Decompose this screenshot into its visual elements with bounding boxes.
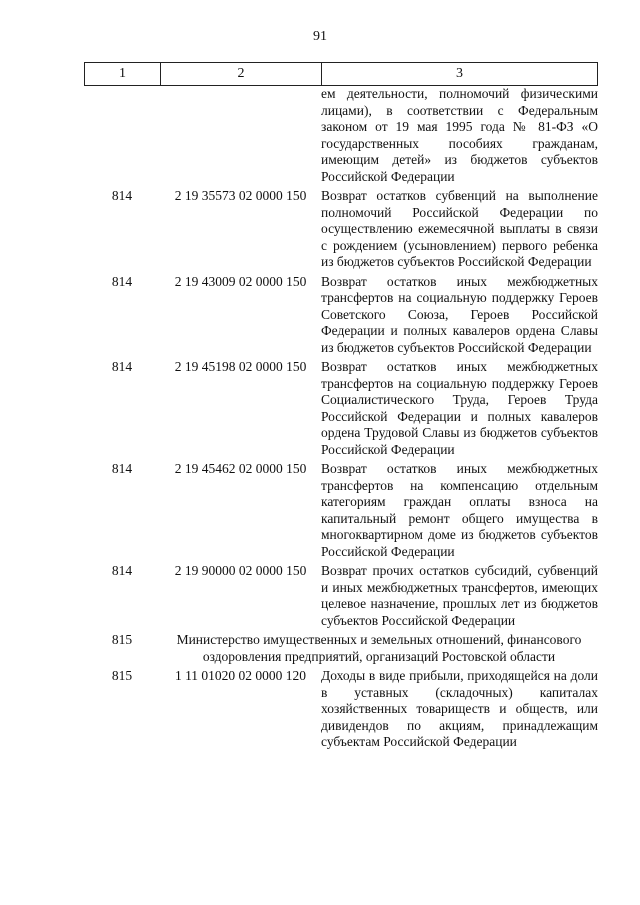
income-description: Возврат остатков субвенций на выполнение полномочий Российской Федерации по осуществлению ежемесячной выплаты в связи с рождением (усыновлением) первого ребенка из бюджетов субъектов Российской Федерации (321, 188, 598, 269)
header-col-3: 3 (456, 66, 463, 81)
continuation-row (84, 86, 598, 185)
admin-code: 815 (111, 632, 133, 647)
table-row (84, 188, 598, 271)
budget-code: 2 19 45198 02 0000 150 (174, 359, 307, 374)
admin-code: 814 (111, 273, 133, 289)
table-row (84, 461, 598, 560)
continuation-text: ем деятельности, полномочий физическими лицами), в соответствии с Федеральным законом от 19 мая 1995 года № 81-ФЗ «О государственных пособиях гражданам, имеющим детей» из бюджетов субъектов Российской Федерации (321, 86, 598, 184)
admin-code: 814 (111, 461, 133, 476)
budget-code: 2 19 90000 02 0000 150 (174, 563, 307, 578)
budget-code: 2 19 35573 02 0000 150 (174, 188, 307, 203)
budget-code: 2 19 45462 02 0000 150 (174, 461, 307, 476)
header-col-2: 2 (161, 63, 322, 85)
income-description: Возврат остатков иных межбюджетных трансфертов на социальную поддержку Героев Советского Союза, Героев Российской Федерации и полных кавалеров ордена Славы из бюджетов субъектов Российской Федерации (321, 273, 598, 355)
organization-row (84, 632, 598, 665)
table-body (84, 86, 598, 754)
income-description: Возврат остатков иных межбюджетных трансфертов на компенсацию отдельным категориям граждан оплаты взноса на капитальный ремонт общего имущества в многоквартирном доме из бюджетов субъектов Российской Федерации (321, 461, 598, 559)
admin-code: 814 (111, 188, 133, 203)
budget-code: 1 11 01020 02 0000 120 (174, 668, 307, 683)
income-description: Возврат остатков иных межбюджетных трансфертов на социальную поддержку Героев Социалистического Труда, Героев Труда Российской Федерации и полных кавалеров ордена Трудовой Славы из бюджетов субъектов Российской Федерации (321, 359, 598, 457)
admin-code: 814 (111, 563, 133, 578)
income-description: Доходы в виде прибыли, приходящейся на доли в уставных (складочных) капиталах хозяйственных товариществ и обществ, или дивидендов по акциям, принадлежащим субъектам Российской Федерации (321, 668, 598, 749)
admin-code: 814 (111, 359, 133, 374)
budget-code: 2 19 43009 02 0000 150 (174, 273, 307, 289)
table-row (84, 274, 598, 357)
organization-name: Министерство имущественных и земельных отношений, финансового оздоровления предприятий, организаций Ростовской области (176, 632, 582, 664)
table-row (84, 668, 598, 751)
admin-code: 815 (111, 668, 133, 683)
table-header (84, 62, 598, 86)
page-number: 91 (313, 29, 327, 44)
table-row (84, 563, 598, 629)
income-description: Возврат прочих остатков субсидий, субвенций и иных межбюджетных трансфертов, имеющих целевое назначение, прошлых лет из бюджетов субъектов Российской Федерации (321, 563, 598, 628)
header-col-1: 1 (85, 63, 161, 85)
table-row (84, 359, 598, 458)
